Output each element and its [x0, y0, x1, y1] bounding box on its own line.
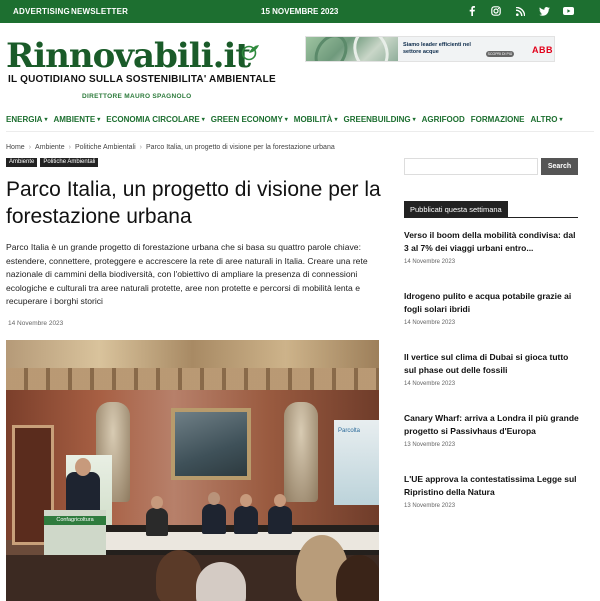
- rss-icon[interactable]: [514, 5, 526, 17]
- current-date: 15 NOVEMBRE 2023: [261, 7, 339, 16]
- leaf-icon: [240, 44, 260, 67]
- nav-item-label: FORMAZIONE: [470, 114, 525, 124]
- breadcrumb-separator: ›: [28, 144, 32, 151]
- sidebar-section-title: Pubblicati questa settimana: [404, 201, 508, 218]
- sidebar-article-title[interactable]: L'UE approva la contestatissima Legge sul Ripristino della Natura: [404, 474, 577, 497]
- nav-item-ambiente[interactable]: [53, 113, 100, 125]
- article-tags: [6, 158, 98, 167]
- site-tagline: IL QUOTIDIANO SULLA SOSTENIBILITA' AMBIENTALE: [8, 74, 276, 85]
- sidebar-article[interactable]: [404, 351, 580, 387]
- nav-divider: [6, 131, 594, 132]
- breadcrumb-politiche-ambientali[interactable]: Politiche Ambientali: [74, 144, 136, 151]
- nav-item-label: GREEN ECONOMY: [210, 114, 283, 124]
- sidebar-article-date: 14 Novembre 2023: [404, 259, 456, 265]
- nav-item-greenbuilding[interactable]: [343, 113, 415, 125]
- chevron-down-icon: ▾: [97, 116, 101, 123]
- instagram-icon[interactable]: [490, 5, 502, 17]
- sidebar-article[interactable]: [404, 229, 580, 265]
- ad-banner[interactable]: [305, 36, 555, 62]
- sidebar-article-title[interactable]: Il vertice sul clima di Dubai si gioca tutto sul phase out delle fossili: [404, 352, 569, 375]
- nav-item-label: AGRIFOOD: [421, 114, 465, 124]
- sidebar-article[interactable]: [404, 290, 580, 326]
- sidebar-section-divider: [404, 217, 578, 218]
- sidebar-article-title[interactable]: Idrogeno pulito e acqua potabile grazie ai fogli solari ibridi: [404, 291, 572, 314]
- sidebar-article-date: 13 Novembre 2023: [404, 503, 456, 509]
- logo-main-text: Rinnovabili: [6, 36, 213, 76]
- nav-item-label: ECONOMIA CIRCOLARE: [106, 114, 200, 124]
- breadcrumb-separator: ›: [68, 144, 71, 151]
- sidebar-article-date: 14 Novembre 2023: [404, 320, 456, 326]
- breadcrumb-current: Parco Italia, un progetto di visione per la forestazione urbana: [146, 144, 335, 151]
- tag-politiche-ambientali[interactable]: Politiche Ambientali: [40, 158, 98, 167]
- breadcrumb-separator: ›: [139, 144, 142, 151]
- advertising-link[interactable]: ADVERTISING: [13, 7, 70, 16]
- sidebar-article[interactable]: [404, 473, 580, 509]
- chevron-down-icon: ▾: [44, 116, 48, 123]
- breadcrumb-ambiente[interactable]: Ambiente: [35, 144, 65, 151]
- facebook-icon[interactable]: [466, 5, 478, 17]
- main-nav: [6, 113, 569, 125]
- article-hero-image: [6, 340, 379, 601]
- nav-item-formazione[interactable]: [471, 113, 525, 125]
- youtube-icon[interactable]: [562, 5, 574, 17]
- chevron-down-icon: ▾: [412, 116, 416, 123]
- breadcrumb: [6, 144, 335, 151]
- nav-item-green-economy[interactable]: [211, 113, 288, 125]
- director-credit: DIRETTORE MAURO SPAGNOLO: [82, 93, 192, 100]
- ad-image: [306, 37, 398, 61]
- hero-podium-label: Confagricoltura: [44, 516, 106, 525]
- nav-item-label: MOBILITÀ: [293, 114, 333, 124]
- article-date: 14 Novembre 2023: [8, 320, 64, 327]
- search-input[interactable]: [404, 158, 538, 175]
- sidebar-article-date: 13 Novembre 2023: [404, 442, 456, 448]
- newsletter-link[interactable]: NEWSLETTER: [71, 7, 129, 16]
- ad-text: Siamo leader efficienti nel settore acque: [403, 42, 471, 55]
- nav-item-label: AMBIENTE: [53, 114, 96, 124]
- nav-item-agrifood[interactable]: [422, 113, 465, 125]
- chevron-down-icon: ▾: [559, 116, 563, 123]
- top-bar: [0, 0, 600, 23]
- breadcrumb-home[interactable]: Home: [6, 144, 25, 151]
- ad-cta-button[interactable]: SCOPRI DI PIÙ: [487, 52, 513, 56]
- chevron-down-icon: ▾: [284, 116, 288, 123]
- ad-brand-logo: ABB: [532, 45, 553, 55]
- sidebar-article[interactable]: [404, 412, 580, 448]
- twitter-icon[interactable]: [538, 5, 550, 17]
- sidebar-article-title[interactable]: Canary Wharf: arriva a Londra il più grande progetto si Passivhaus d'Europa: [404, 413, 579, 436]
- nav-item-label: ENERGIA: [6, 114, 43, 124]
- nav-item-altro[interactable]: [531, 113, 563, 125]
- tag-ambiente[interactable]: Ambiente: [6, 158, 37, 167]
- sidebar-article-date: 14 Novembre 2023: [404, 381, 456, 387]
- chevron-down-icon: ▾: [201, 116, 205, 123]
- site-logo[interactable]: [6, 38, 250, 74]
- nav-item-label: ALTRO: [530, 114, 558, 124]
- search-button[interactable]: Search: [541, 158, 578, 175]
- article-title: Parco Italia, un progetto di visione per la forestazione urbana: [6, 178, 381, 228]
- sidebar-article-title[interactable]: Verso il boom della mobilità condivisa: dal 3 al 7% dei viaggi urbani entro...: [404, 230, 576, 253]
- logo-suffix-text: .it: [212, 36, 251, 76]
- nav-item-mobilit-[interactable]: [294, 113, 338, 125]
- nav-item-economia-circolare[interactable]: [106, 113, 205, 125]
- nav-item-energia[interactable]: [6, 113, 47, 125]
- chevron-down-icon: ▾: [334, 116, 338, 123]
- hero-screen-label: Parcolta: [338, 428, 361, 434]
- article-lead: Parco Italia è un grande progetto di forestazione urbana che si basa su quattro parole chiave: estendere, connettere, proteggere e accrescere la rete di aree naturali in Italia. Creare una rete nazionale di cammini della biodiversità, con l'obiettivo di ampliare la presenza di connessioni ecologiche e culturali tra aree naturali protette, aree non protette e percorsi di mobilità lenta e recuperare i borghi storici: [6, 242, 368, 306]
- nav-item-label: GREENBUILDING: [343, 114, 411, 124]
